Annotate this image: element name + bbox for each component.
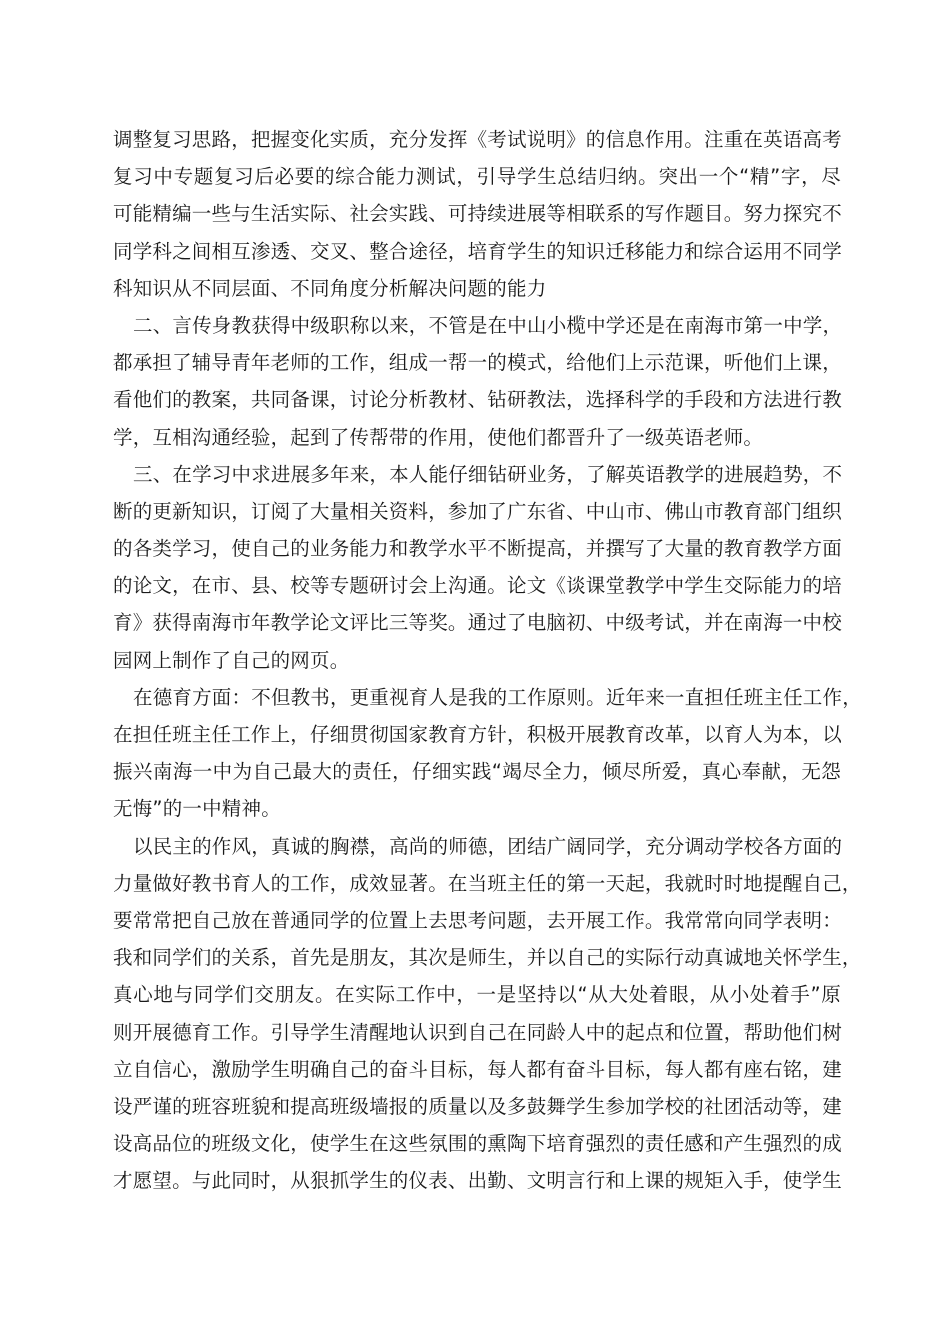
text-line: 二、言传身教获得中级职称以来，不管是在中山小榄中学还是在南海市第一中学， [133,313,843,337]
text-line: 才愿望。与此同时，从狠抓学生的仪表、出勤、文明言行和上课的规矩入手，使学生 [113,1169,842,1193]
text-line: 看他们的教案，共同备课，讨论分析教材、钻研教法，选择科学的手段和方法进行教 [113,388,842,412]
text-line: 学，互相沟通经验，起到了传帮带的作用，使他们都晋升了一级英语老师。 [113,425,764,449]
paragraph-review-strategy [113,121,841,307]
text-line: 可能精编一些与生活实际、社会实践、可持续进展等相联系的写作题目。努力探究不 [113,202,842,226]
paragraph-mentoring [113,307,841,456]
text-line: 力量做好教书育人的工作，成效显著。在当班主任的第一天起，我就时时地提醒自己， [113,871,862,895]
text-line: 都承担了辅导青年老师的工作，组成一帮一的模式，给他们上示范课，听他们上课， [113,351,842,375]
text-line: 以民主的作风，真诚的胸襟，高尚的师德，团结广阔同学，充分调动学校各方面的 [133,834,843,858]
document-body [113,121,862,1199]
text-line: 要常常把自己放在普通同学的位置上去思考问题，去开展工作。我常常向同学表明： [113,908,842,932]
text-line: 我和同学们的关系，首先是朋友，其次是师生，并以自己的实际行动真诚地关怀学生， [113,946,862,970]
text-line: 复习中专题复习后必要的综合能力测试，引导学生总结归纳。突出一个“精”字，尽 [113,165,841,189]
text-line: 同学科之间相互渗透、交叉、整合途径，培育学生的知识迁移能力和综合运用不同学 [113,239,842,263]
text-line: 振兴南海一中为自己最大的责任，仔细实践“竭尽全力，倾尽所爱，真心奉献，无怨 [113,760,841,784]
text-line: 调整复习思路，把握变化实质，充分发挥《考试说明》的信息作用。注重在英语高考 [113,128,842,151]
text-line: 科知识从不同层面、不同角度分析解决问题的能力 [113,276,547,300]
text-line: 设高品位的班级文化，使学生在这些氛围的熏陶下培育强烈的责任感和产生强烈的成 [113,1132,842,1156]
text-line: 园网上制作了自己的网页。 [113,648,350,672]
paragraph-moral-education [113,679,862,828]
text-line: 则开展德育工作。引导学生清醒地认识到自己在同龄人中的起点和位置，帮助他们树 [113,1020,842,1044]
text-line: 设严谨的班容班貌和提高班级墙报的质量以及多鼓舞学生参加学校的社团活动等，建 [113,1094,842,1118]
text-line: 无悔”的一中精神。 [113,797,281,821]
text-line: 三、在学习中求进展多年来，本人能仔细钻研业务，了解英语教学的进展趋势，不 [133,462,843,486]
paragraph-class-management [113,828,862,1200]
text-line: 真心地与同学们交朋友。在实际工作中，一是坚持以“从大处着眼，从小处着手”原 [113,983,841,1007]
text-line: 在担任班主任工作上，仔细贯彻国家教育方针，积极开展教育改革，以育人为本，以 [113,723,842,746]
text-line: 断的更新知识，订阅了大量相关资料，参加了广东省、中山市、佛山市教育部门组织 [113,499,842,523]
text-line: 的论文，在市、县、校等专题研讨会上沟通。论文《谈课堂教学中学生交际能力的培 [113,574,842,598]
text-line: 在德育方面：不但教书，更重视育人是我的工作原则。近年来一直担任班主任工作， [133,685,862,709]
text-line: 的各类学习，使自己的业务能力和教学水平不断提高，并撰写了大量的教育教学方面 [113,537,842,561]
text-line: 立自信心，激励学生明确自己的奋斗目标，每人都有奋斗目标，每人都有座右铭，建 [113,1057,842,1081]
paragraph-professional-development [113,456,841,679]
text-line: 育》获得南海市年教学论文评比三等奖。通过了电脑初、中级考试，并在南海一中校 [113,611,842,635]
